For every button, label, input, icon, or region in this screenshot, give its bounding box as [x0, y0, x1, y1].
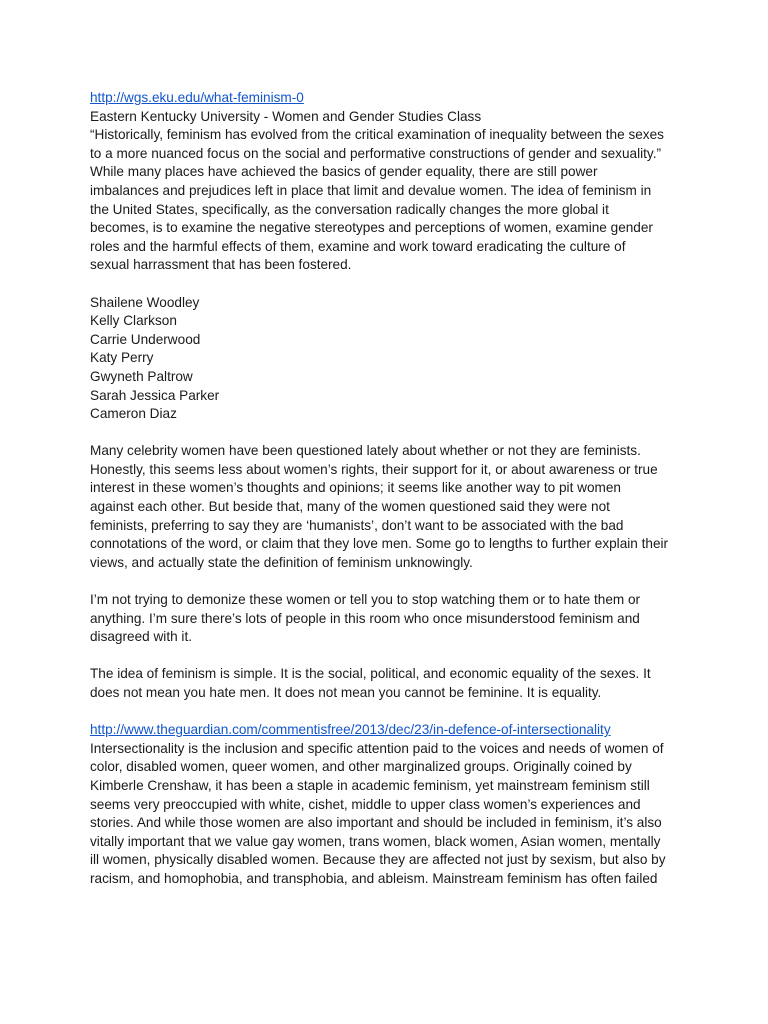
body-line: Honestly, this seems less about women’s rights, their support for it, or about awareness or true [90, 461, 658, 477]
body-line: against each other. But beside that, many of the women questioned said they were not [90, 499, 610, 515]
intersectionality-paragraph [90, 740, 688, 889]
celebrity-name-list [90, 294, 688, 424]
body-line: stories. And while those women are also important and should be included in feminism, it’s also [90, 815, 662, 831]
body-line: roles and the harmful effects of them, examine and work toward eradicating the culture of [90, 238, 626, 254]
body-line: becomes, is to examine the negative stereotypes and perceptions of women, examine gender [90, 220, 653, 236]
celebrity-name: Cameron Diaz [90, 406, 177, 422]
body-line: disagreed with it. [90, 629, 193, 645]
body-line: views, and actually state the definition of feminism unknowingly. [90, 554, 473, 570]
body-line: I’m not trying to demonize these women or tell you to stop watching them or to hate them or [90, 592, 641, 608]
paragraph-gap [90, 703, 688, 722]
body-line: imbalances and prejudices left in place that limit and devalue women. The idea of feminism in [90, 182, 652, 198]
body-line: does not mean you hate men. It does not mean you cannot be feminine. It is equality. [90, 685, 602, 700]
body-line: feminists, preferring to say they are ‘humanists’, don’t want to be associated with the bad [90, 517, 624, 533]
body-line: racism, and homophobia, and transphobia, and ableism. Mainstream feminism has often failed [90, 870, 658, 886]
body-line: seems very preoccupied with white, cishet, middle to upper class women’s experiences and [90, 796, 641, 812]
paragraph-gap [90, 275, 688, 294]
body-line: sexual harrassment that has been fostered. [90, 257, 352, 273]
eku-source-link[interactable]: http://wgs.eku.edu/what-feminism-0 [90, 90, 304, 105]
body-line: the United States, specifically, as the conversation radically changes the more global it [90, 201, 609, 217]
body-line: ill women, physically disabled women. Because they are affected not just by sexism, but also by [90, 852, 666, 868]
quote-line: to a more nuanced focus on the social and performative constructions of gender and sexuality.” [90, 145, 662, 161]
source-title: Eastern Kentucky University - Women and Gender Studies Class [90, 108, 482, 124]
celebrity-name: Carrie Underwood [90, 331, 201, 347]
celebrities-paragraph [90, 442, 688, 572]
celebrity-name: Gwyneth Paltrow [90, 368, 193, 384]
body-line: The idea of feminism is simple. It is the social, political, and economic equality of the sexes. It [90, 666, 651, 682]
paragraph-gap [90, 424, 688, 443]
guardian-source-link[interactable]: http://www.theguardian.com/commentisfree/2013/dec/23/in-defence-of-intersectionality [90, 722, 611, 738]
definition-paragraph [90, 665, 688, 702]
body-line: interest in these women’s thoughts and opinions; it seems like another way to pit women [90, 480, 621, 496]
body-line: anything. I’m sure there’s lots of people in this room who once misunderstood feminism and [90, 610, 640, 626]
paragraph-gap [90, 572, 688, 591]
body-line: Many celebrity women have been questioned lately about whether or not they are feminists. [90, 443, 641, 459]
body-line: color, disabled women, queer women, and other marginalized groups. Originally coined by [90, 759, 632, 775]
body-line: Intersectionality is the inclusion and specific attention paid to the voices and needs of women of [90, 740, 664, 756]
celebrity-name: Kelly Clarkson [90, 313, 177, 329]
quote-line: “Historically, feminism has evolved from the critical examination of inequality between the sexes [90, 127, 664, 143]
body-line: While many places have achieved the basics of gender equality, there are still power [90, 164, 598, 180]
body-line: connotations of the word, or claim that they love men. Some go to lengths to further explain their [90, 536, 669, 552]
celebrity-name: Sarah Jessica Parker [90, 387, 220, 403]
celebrity-name: Shailene Woodley [90, 294, 200, 310]
paragraph-gap [90, 647, 688, 666]
body-line: vitally important that we value gay women, trans women, black women, Asian women, mentally [90, 833, 661, 849]
body-line: Kimberle Crenshaw, it has been a staple in academic feminism, yet mainstream feminism still [90, 777, 650, 793]
demonize-paragraph [90, 591, 688, 647]
celebrity-name: Katy Perry [90, 350, 154, 366]
